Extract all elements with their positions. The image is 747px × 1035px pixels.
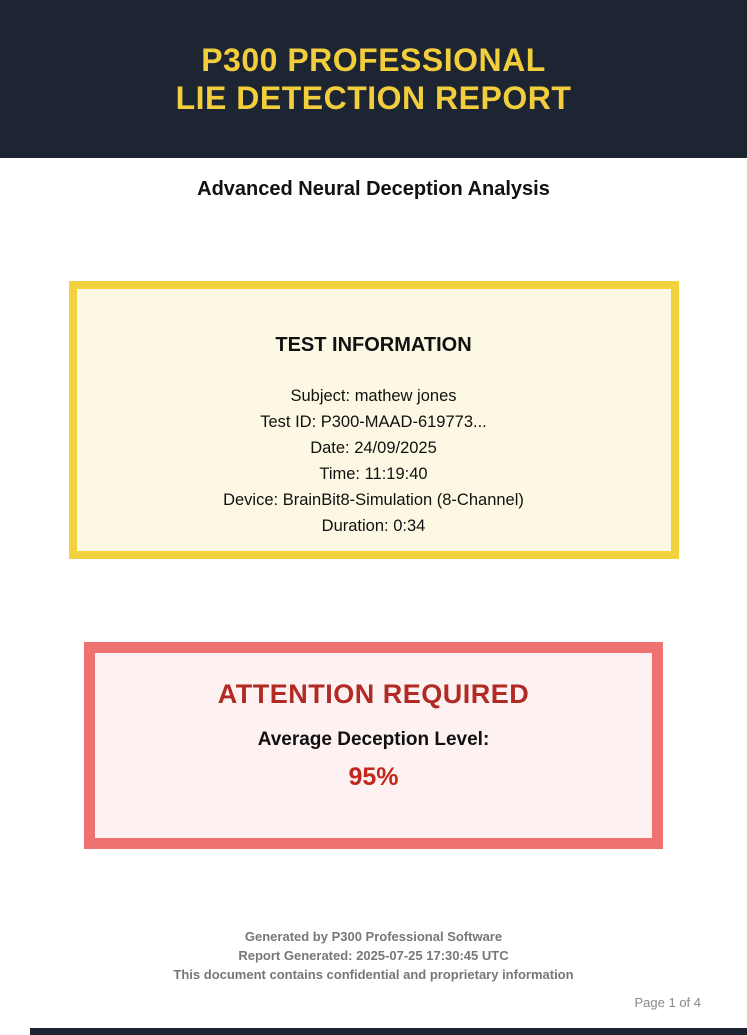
info-line-time: Time: 11:19:40: [319, 465, 428, 483]
info-line-test-id: Test ID: P300-MAAD-619773...: [260, 413, 487, 431]
footer-generated-by: Generated by P300 Professional Software: [244, 929, 503, 944]
report-title-line2: LIE DETECTION REPORT: [175, 80, 572, 116]
report-title: [176, 41, 572, 117]
report-subtitle: Advanced Neural Deception Analysis: [197, 178, 550, 200]
info-line-duration: Duration: 0:34: [321, 517, 426, 535]
deception-level-label: Average Deception Level:: [257, 729, 490, 750]
info-line-subject: Subject: mathew jones: [290, 387, 457, 405]
attention-required-box: [84, 642, 663, 849]
attention-required-title: ATTENTION REQUIRED: [217, 679, 530, 709]
footer-report-generated: Report Generated: 2025-07-25 17:30:45 UTC: [238, 948, 509, 963]
report-footer: [0, 927, 747, 984]
report-header: [0, 0, 747, 158]
deception-level-value: 95%: [348, 763, 399, 791]
info-line-device: Device: BrainBit8-Simulation (8-Channel): [223, 491, 524, 509]
info-line-date: Date: 24/09/2025: [310, 439, 437, 457]
footer-confidentiality-notice: This document contains confidential and proprietary information: [173, 967, 574, 982]
next-page-header-edge: [30, 1028, 747, 1035]
test-information-title: TEST INFORMATION: [275, 334, 472, 356]
test-information-box: [69, 281, 679, 559]
report-title-line1: P300 PROFESSIONAL: [201, 42, 546, 78]
page-indicator: Page 1 of 4: [634, 995, 701, 1010]
